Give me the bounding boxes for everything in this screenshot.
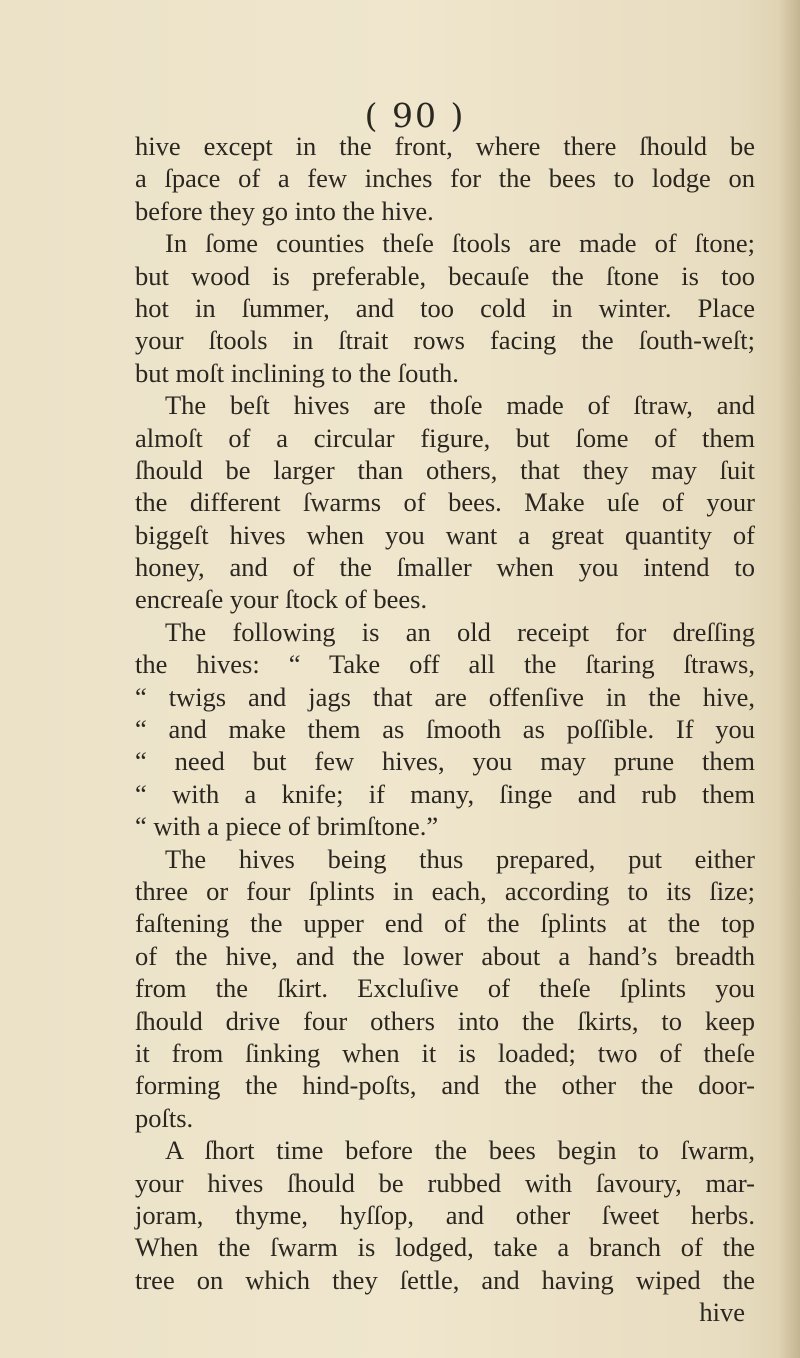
page-edge-shadow [778,0,800,1358]
text-line: faſtening the upper end of the ſplints at the top [135,908,755,939]
text-line: joram, thyme, hyſſop, and other ſweet herbs. [135,1199,755,1230]
text-line: before they go into the hive. [135,195,434,226]
text-line: almoſt of a circular figure, but ſome of them [135,422,755,453]
text-line: but moſt inclining to the ſouth. [135,357,459,388]
text-line: from the ſkirt. Excluſive of theſe ſplints you [135,973,755,1004]
page-number: ( 90 ) [364,96,466,135]
text-line: The following is an old receipt for dreſſing [165,616,755,647]
text-line: your ſtools in ſtrait rows facing the ſouth-weſt; [135,325,755,356]
text-line: ſhould drive four others into the ſkirts, to keep [135,1005,755,1036]
text-line: three or four ſplints in each, according to its ſize; [135,875,755,906]
text-line: encreaſe your ſtock of bees. [135,584,428,615]
text-line: forming the hind-poſts, and the other the door- [135,1070,755,1101]
text-line: poſts. [135,1102,194,1133]
text-line: honey, and of the ſmaller when you intend to [135,552,755,583]
text-line: The beſt hives are thoſe made of ſtraw, and [165,390,755,421]
body-text [135,130,755,1328]
text-line: the hives: “ Take off all the ſtaring ſtraws, [135,649,755,680]
text-line: of the hive, and the lower about a hand’s breadth [135,940,755,971]
text-line: “ with a knife; if many, ſinge and rub them [135,778,755,809]
text-line: your hives ſhould be rubbed with ſavoury, mar- [135,1167,755,1198]
text-line: In ſome counties theſe ſtools are made of ſtone; [165,228,755,259]
text-line: biggeſt hives when you want a great quantity of [135,519,755,550]
text-line: hive except in the front, where there ſhould be [135,131,755,161]
text-line: “ need but few hives, you may prune them [135,746,755,777]
text-line: the different ſwarms of bees. Make uſe of your [135,487,755,518]
text-line: “ twigs and jags that are offenſive in the hive, [135,681,755,712]
text-line: tree on which they ſettle, and having wiped the [135,1264,755,1295]
text-line: a ſpace of a few inches for the bees to lodge on [135,163,755,194]
text-line: hive [699,1297,745,1328]
text-line: ſhould be larger than others, that they may ſuit [135,454,755,485]
text-line: “ and make them as ſmooth as poſſible. If you [135,714,755,745]
text-line: The hives being thus prepared, put either [165,843,755,874]
text-line: “ with a piece of brimſtone.” [135,811,439,842]
text-line: hot in ſummer, and too cold in winter. Place [135,292,755,323]
text-line: A ſhort time before the bees begin to ſwarm, [165,1135,755,1166]
text-line: but wood is preferable, becauſe the ſtone is too [135,260,755,291]
text-line: it from ſinking when it is loaded; two of theſe [135,1037,755,1068]
text-line: When the ſwarm is lodged, take a branch of the [135,1232,755,1263]
